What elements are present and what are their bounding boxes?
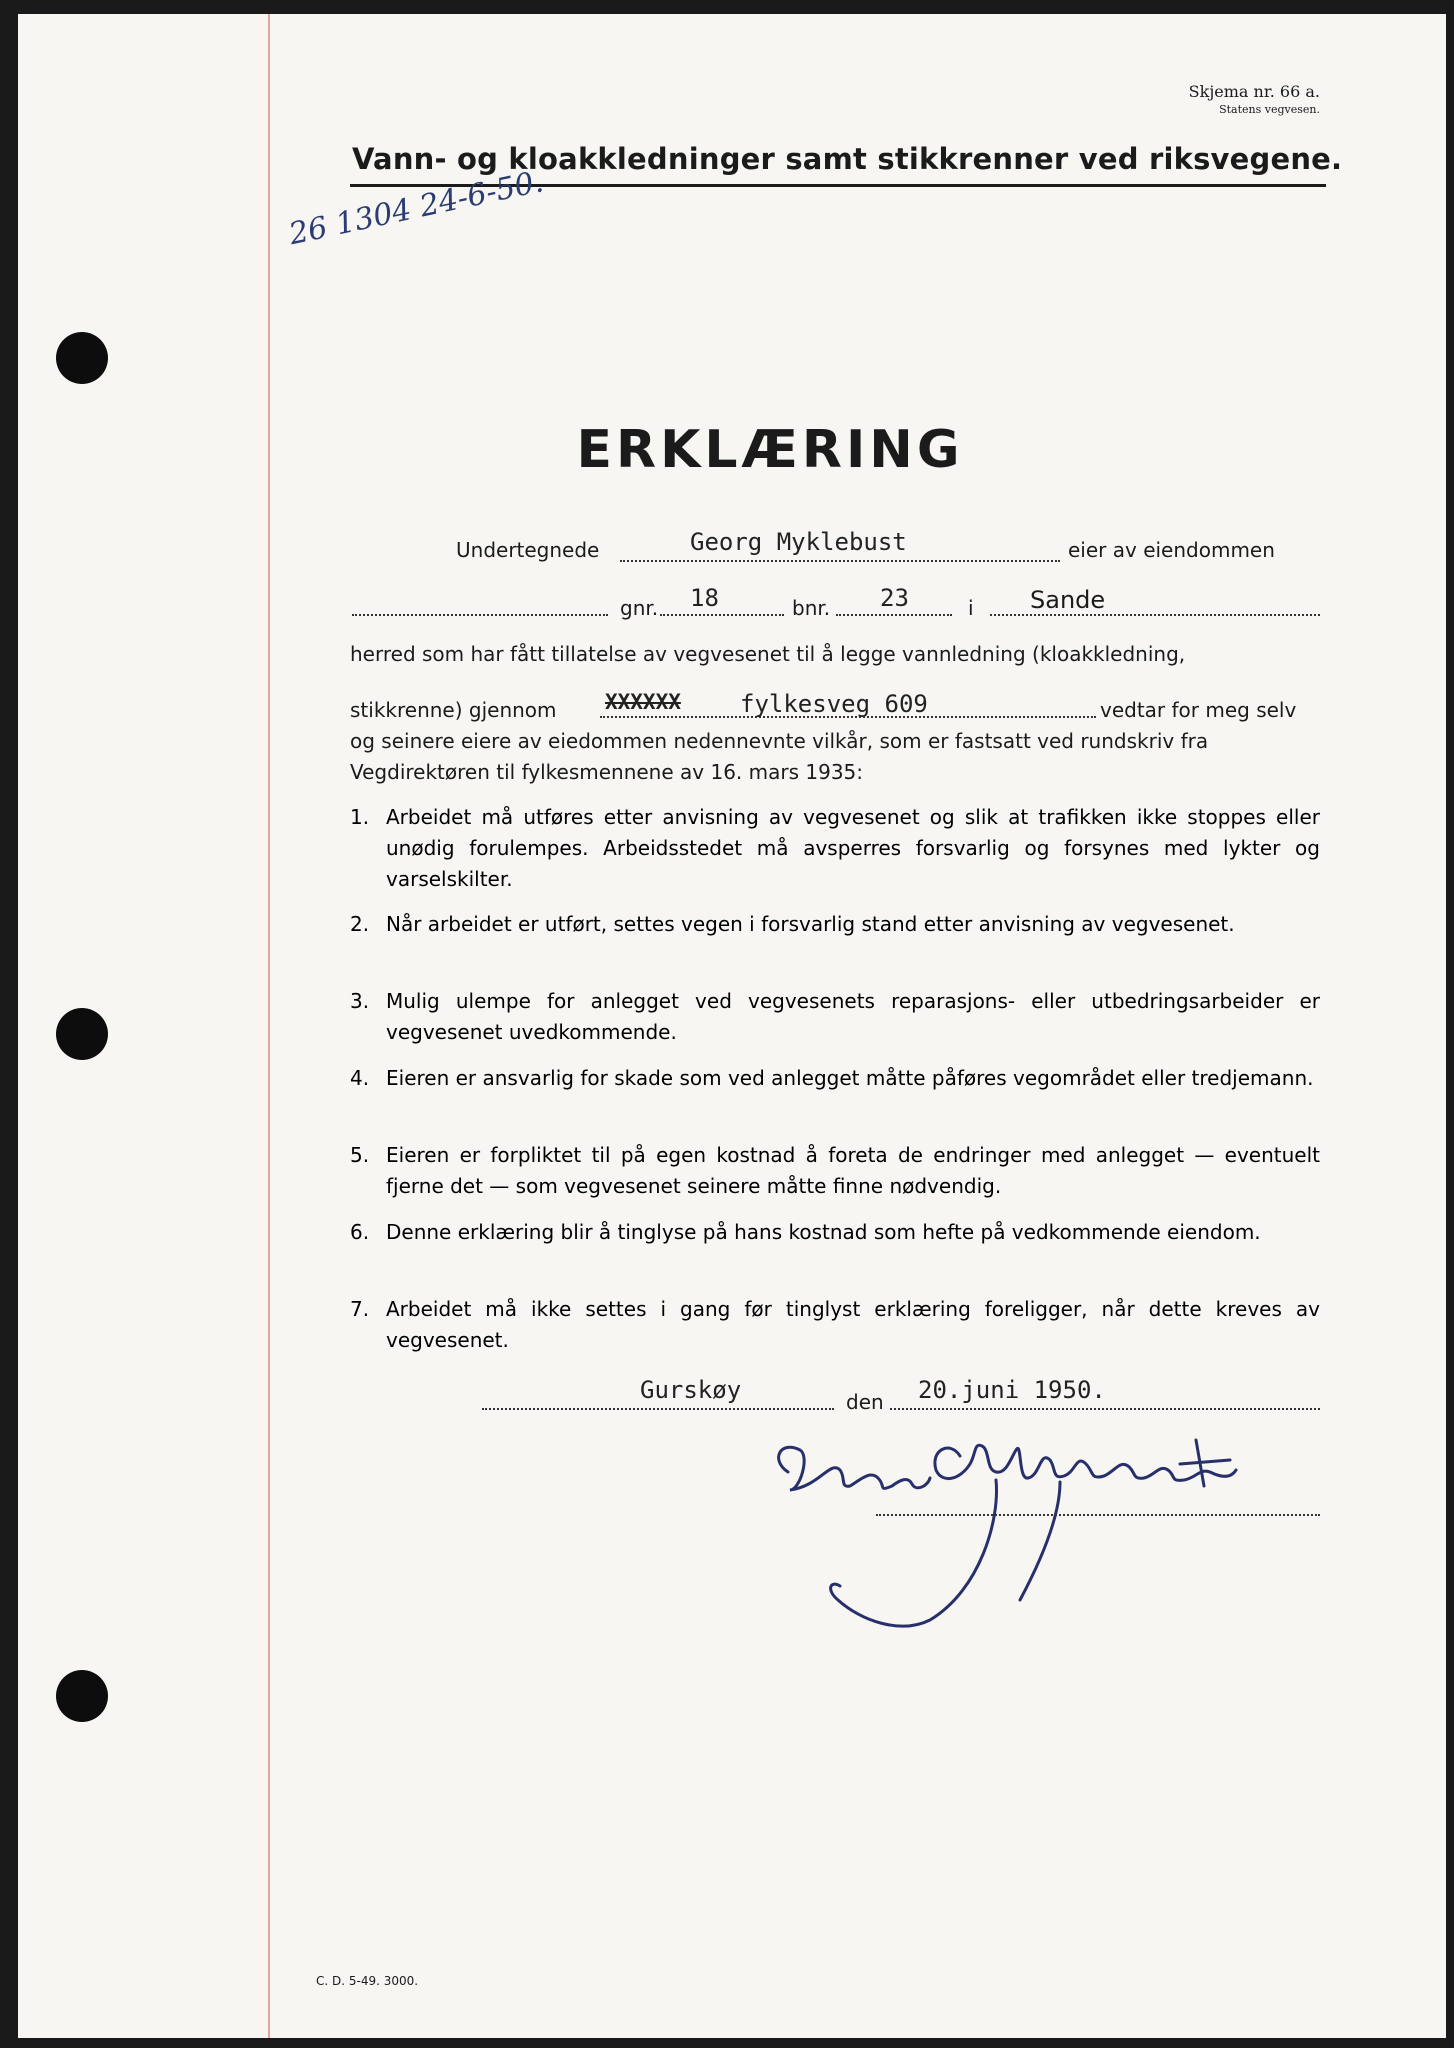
condition-item [350,1217,1320,1279]
owner-name: Georg Myklebust [690,528,907,556]
condition-item [350,986,1320,1048]
condition-number: 3. [350,989,370,1013]
condition-item [350,1140,1320,1202]
place-value: Sande [1030,586,1106,614]
form-heading: Vann- og kloakkledninger samt stikkrenner ved riksvegene. [352,142,1343,176]
condition-number: 5. [350,1143,370,1167]
gnr-label: gnr. [620,596,659,620]
dotted-line [352,614,608,616]
condition-number: 2. [350,912,370,936]
condition-text: Eieren er ansvarlig for skade som ved anlegget måtte påføres vegområdet eller tredjemann. [386,1066,1314,1090]
gjennom-label: stikkrenne) gjennom [350,698,557,722]
vedtar-label: vedtar for meg selv [1100,698,1297,722]
struck-road-type: XXXXXX [605,690,681,714]
herred-text: herred som har fått tillatelse av vegvesenet til å legge vannledning (kloakkledning, [350,642,1186,666]
condition-item [350,802,1320,895]
dotted-line [890,1408,1320,1410]
condition-text: Arbeidet må ikke settes i gang før tinglyst erklæring foreligger, når dette kreves av vegvesenet. [386,1297,1320,1352]
punch-hole [56,1670,108,1722]
condition-text: Arbeidet må utføres etter anvisning av vegvesenet og slik at trafikken ikke stoppes eller unødig forulempes. Arbeidsstedet må avsperres forsvarlig og forsynes med lykter og varselskilter. [386,805,1320,891]
undertegnede-label: Undertegnede [456,538,600,562]
gnr-value: 18 [690,584,719,612]
form-number-text: Skjema nr. 66 a. [1188,82,1320,101]
registration-note: 26 1304 24-6-50. [286,164,547,253]
bnr-label: bnr. [792,596,831,620]
road-name: fylkesveg 609 [740,690,928,718]
condition-text: Når arbeidet er utført, settes vegen i forsvarlig stand etter anvisning av vegvesenet. [386,912,1235,936]
condition-number: 6. [350,1220,370,1244]
document-title: ERKLÆRING [576,420,964,480]
dotted-line [482,1408,834,1410]
continuation-line-2: Vegdirektøren til fylkesmennene av 16. mars 1935: [350,760,864,784]
dotted-line [990,614,1320,616]
continuation-line-1: og seinere eiere av eiedommen nedennevnte vilkår, som er fastsatt ved rundskriv fra [350,729,1209,753]
condition-text: Mulig ulempe for anlegget ved vegvesenets reparasjons- eller utbedringsarbeider er vegvesenet uvedkommende. [386,989,1320,1044]
margin-rule [268,14,270,2038]
dotted-line [660,614,784,616]
print-code: C. D. 5-49. 3000. [316,1974,419,1988]
eier-label: eier av eiendommen [1068,538,1275,562]
agency-name: Statens vegvesen. [1219,103,1320,116]
condition-number: 4. [350,1066,370,1090]
punch-hole [56,332,108,384]
dotted-line [620,560,1060,562]
bnr-value: 23 [880,584,909,612]
signing-date: 20.juni 1950. [918,1376,1106,1404]
condition-item [350,909,1320,971]
condition-number: 7. [350,1297,370,1321]
punch-hole [56,1008,108,1060]
i-label: i [968,596,974,620]
condition-text: Denne erklæring blir å tinglyse på hans kostnad som hefte på vedkommende eiendom. [386,1220,1261,1244]
condition-number: 1. [350,805,370,829]
dotted-line [836,614,952,616]
den-label: den [846,1390,884,1414]
form-number [1160,82,1320,116]
condition-text: Eieren er forpliktet til på egen kostnad å foreta de endringer med anlegget — eventuelt fjerne det — som vegvesenet seinere måtte finne nødvendig. [386,1143,1320,1198]
condition-item [350,1063,1320,1125]
signing-place: Gurskøy [640,1376,742,1404]
handwritten-signature [760,1420,1320,1640]
condition-item [350,1294,1320,1356]
